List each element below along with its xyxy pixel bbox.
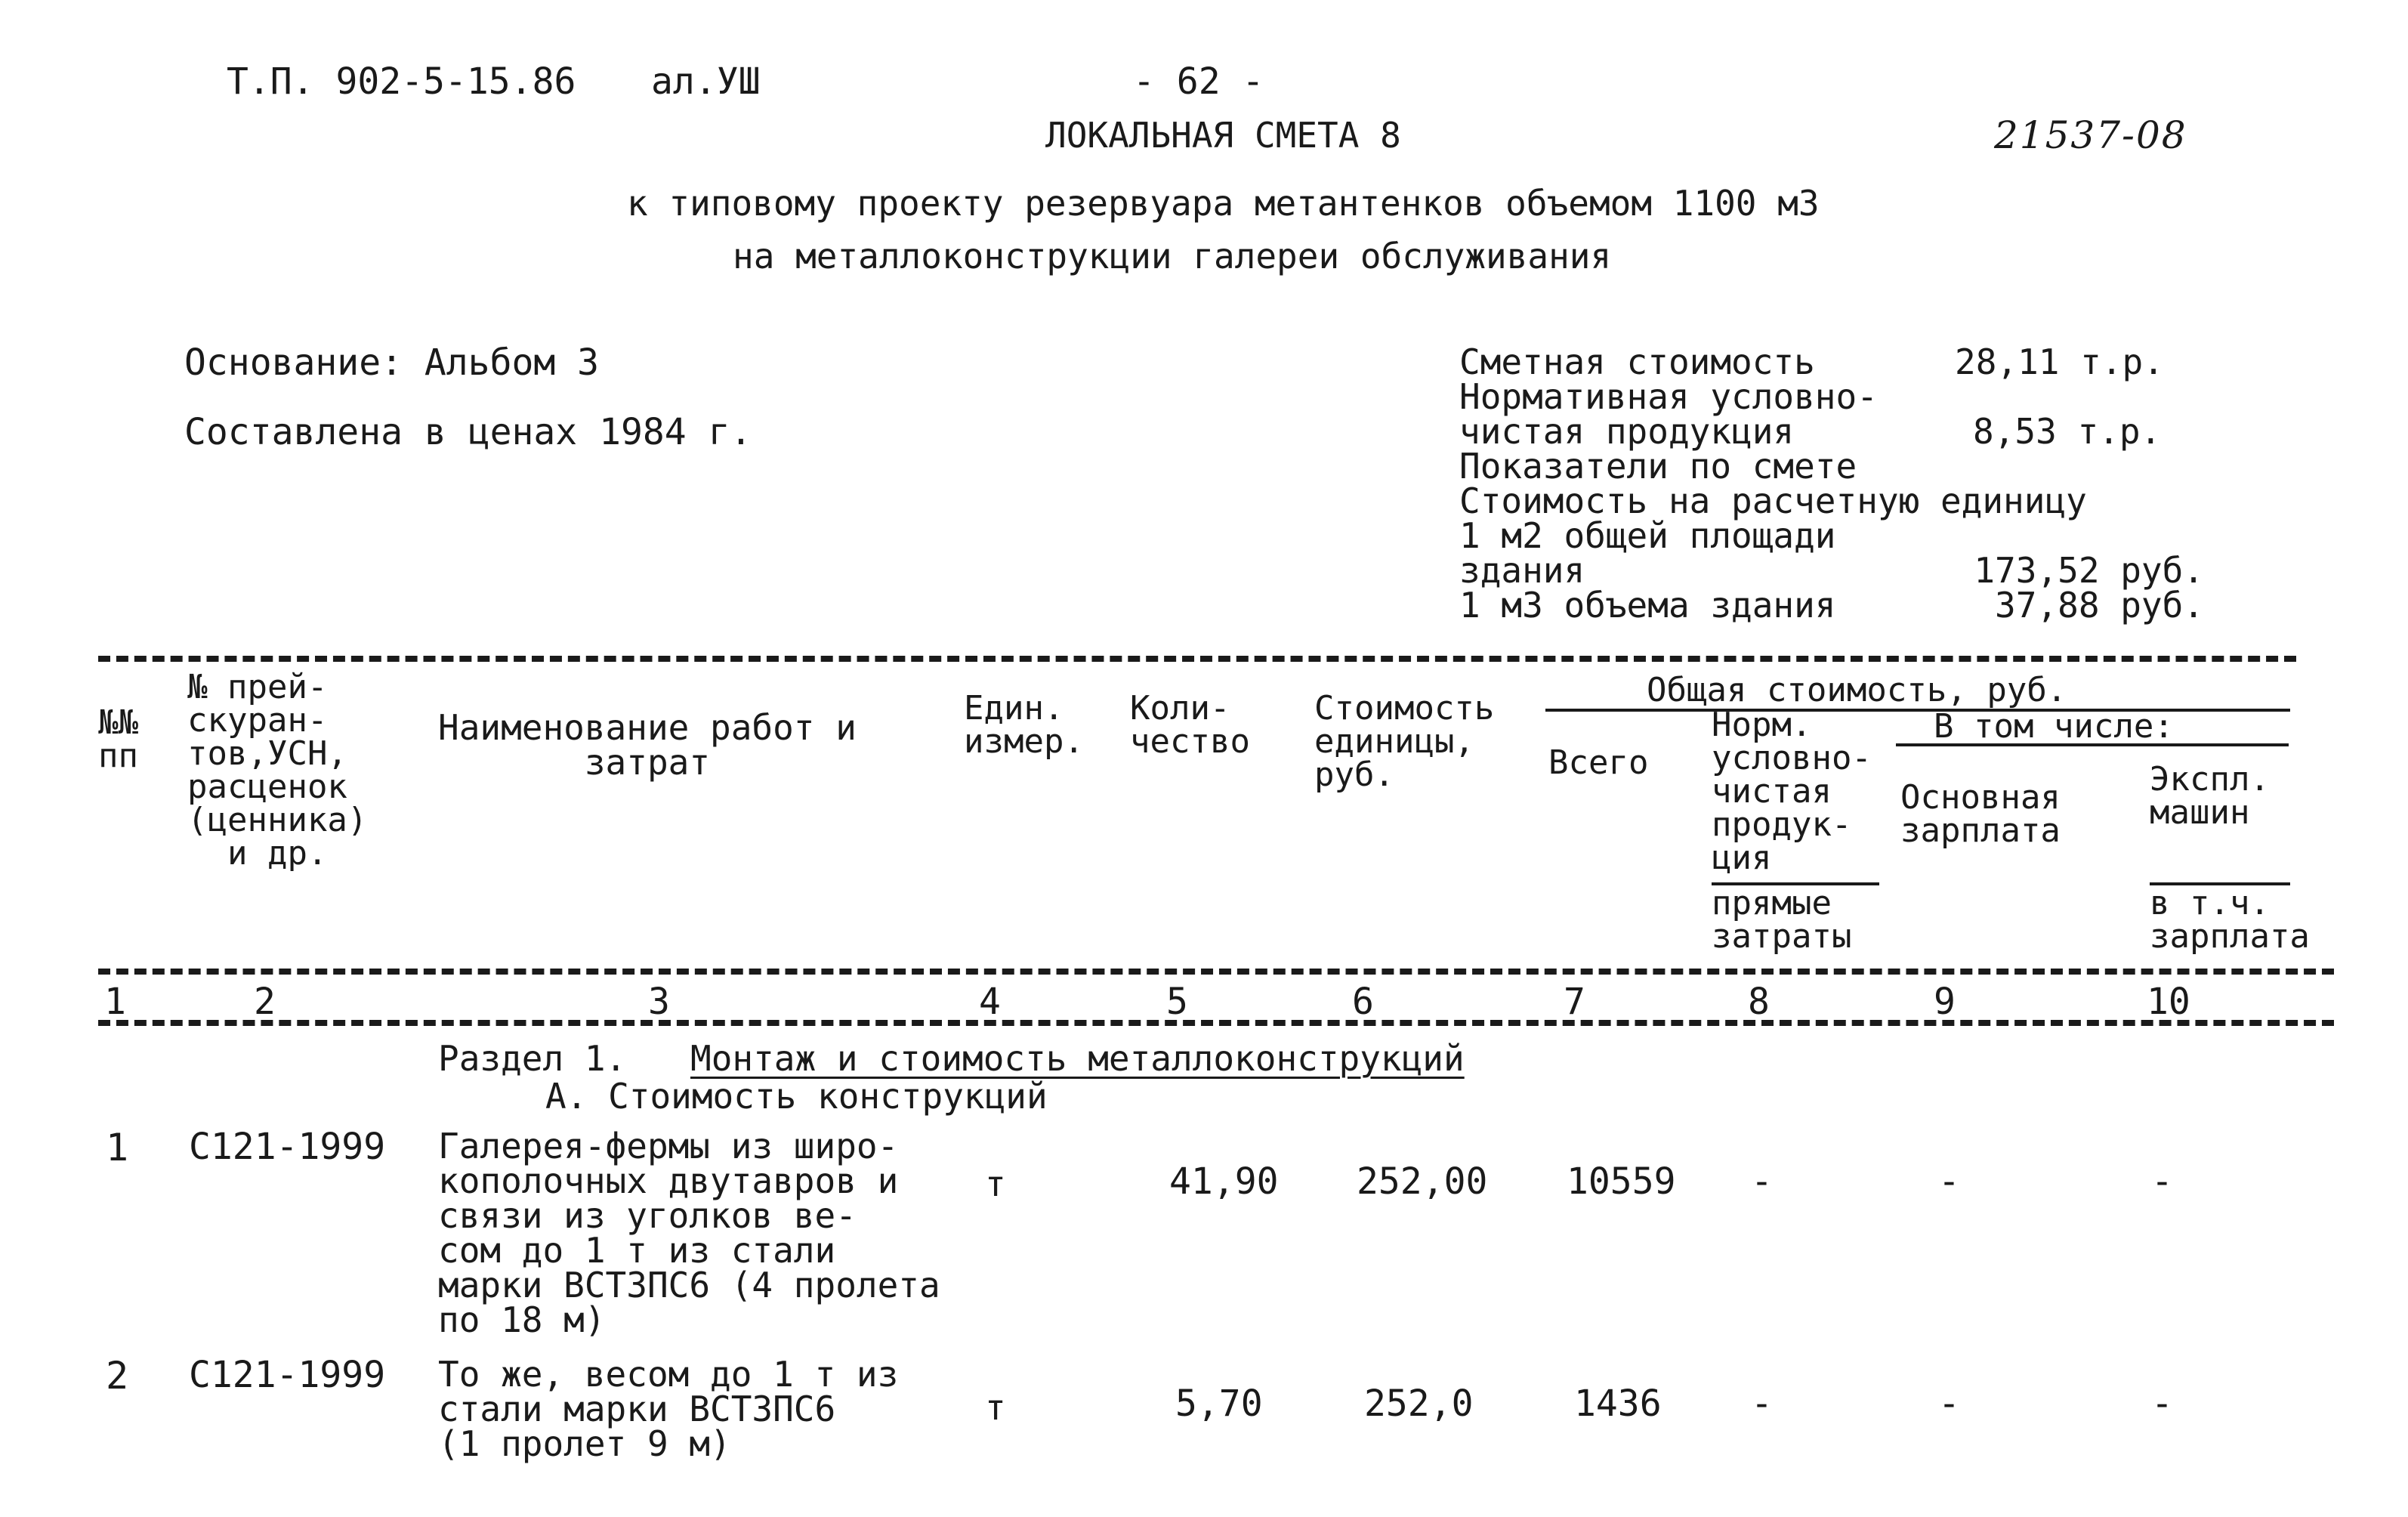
column-number-8: 8 xyxy=(1748,981,1770,1023)
area-label-2: здания xyxy=(1459,550,1585,591)
row-2-total: 1436 xyxy=(1574,1383,1662,1425)
header-including: В том числе: xyxy=(1934,707,2174,746)
row-2-code: С121-1999 xyxy=(189,1354,386,1396)
subtitle-line-1: к типовому проекту резервуара метантенков объемом 1100 м3 xyxy=(627,183,1820,224)
basis-text: Основание: Альбом 3 xyxy=(184,341,600,384)
header-group-rule xyxy=(1545,709,2290,712)
subsection-title: А. Стоимость конструкций xyxy=(545,1076,1048,1117)
row-2-name: То же, весом до 1 т из стали марки ВСТ3ПС6 (1 пролет 9 м) xyxy=(438,1354,899,1464)
subtitle-line-2: на металлоконструкции галереи обслуживания xyxy=(733,236,1612,277)
header-total-group: Общая стоимость, руб. xyxy=(1647,671,2067,709)
estimated-cost-value: 28,11 т.р. xyxy=(1955,341,2164,382)
row-2-machines: - xyxy=(2151,1383,2173,1425)
row-1-normative: - xyxy=(1751,1160,1773,1203)
column-number-3: 3 xyxy=(648,981,670,1023)
area-value: 173,52 руб. xyxy=(1974,550,2204,591)
header-work-name: Наименование работ и затрат xyxy=(438,707,857,783)
column-number-5: 5 xyxy=(1166,981,1188,1023)
section-label: Раздел 1. xyxy=(438,1038,627,1079)
normative-label-1: Нормативная условно- xyxy=(1459,376,1878,417)
header-quantity: Коли- чество xyxy=(1130,689,1250,761)
header-machines: Экспл. машин xyxy=(2150,760,2270,832)
row-1-base-wage: - xyxy=(1938,1160,1960,1203)
row-1-quantity: 41,90 xyxy=(1169,1160,1279,1203)
row-1-unit-cost: 252,00 xyxy=(1357,1160,1488,1203)
row-2-normative: - xyxy=(1751,1383,1773,1425)
column-number-2: 2 xyxy=(254,981,276,1023)
header-base-wage: Основная зарплата xyxy=(1900,778,2061,850)
volume-value: 37,88 руб. xyxy=(1995,585,2204,626)
page-number: - 62 - xyxy=(1133,60,1264,103)
header-total: Всего xyxy=(1548,743,1649,782)
header-including-rule xyxy=(1896,743,2289,746)
column-number-9: 9 xyxy=(1934,981,1956,1023)
header-bottom-rule xyxy=(98,969,2334,975)
row-1-total: 10559 xyxy=(1567,1160,1676,1203)
row-1-code: С121-1999 xyxy=(189,1126,386,1168)
header-machines-wage: в т.ч. зарплата xyxy=(2150,884,2310,956)
normative-label-2: чистая продукция xyxy=(1459,411,1795,452)
header-direct-costs: прямые затраты xyxy=(1712,884,1852,956)
header-price-list: № прей- скуран- тов,УСН, расценок (ценника) и др. xyxy=(187,668,368,873)
table-top-rule xyxy=(98,656,2296,662)
row-2-unit-cost: 252,0 xyxy=(1364,1383,1474,1425)
handwritten-number: 21537-08 xyxy=(1994,113,2187,157)
row-1-machines: - xyxy=(2151,1160,2173,1203)
column-number-7: 7 xyxy=(1564,981,1585,1023)
indicators-label: Показатели по смете xyxy=(1459,446,1857,487)
row-1-unit: т xyxy=(985,1163,1006,1204)
header-unit: Един. измер. xyxy=(964,689,1084,761)
document-code: Т.П. 902-5-15.86 xyxy=(227,60,576,103)
row-2-quantity: 5,70 xyxy=(1175,1383,1263,1425)
album-number: ал.УШ xyxy=(651,60,761,103)
column-number-10: 10 xyxy=(2147,981,2190,1023)
column-number-4: 4 xyxy=(979,981,1001,1023)
unit-cost-label: Стоимость на расчетную единицу xyxy=(1459,480,2087,521)
section-title: Монтаж и стоимость металлоконструкций xyxy=(690,1038,1465,1079)
volume-label: 1 м3 объема здания xyxy=(1459,585,1836,626)
sheet-title: ЛОКАЛЬНАЯ СМЕТА 8 xyxy=(1045,115,1401,156)
header-row-number: №№ пп xyxy=(98,703,138,775)
row-2-unit: т xyxy=(985,1387,1006,1428)
header-normative: Норм. условно- чистая продук- ция xyxy=(1712,706,1872,877)
row-1-name: Галерея-фермы из широ- кополочных двутавров и связи из уголков ве- сом до 1 т из стали марки ВСТ3ПС6 (4 пролета по 18 м) xyxy=(438,1126,940,1340)
column-number-1: 1 xyxy=(104,981,126,1023)
row-2-base-wage: - xyxy=(1938,1383,1960,1425)
prices-year-text: Составлена в ценах 1984 г. xyxy=(184,411,752,453)
row-1-number: 1 xyxy=(106,1126,129,1169)
row-2-number: 2 xyxy=(106,1354,129,1398)
column-number-6: 6 xyxy=(1352,981,1374,1023)
area-label-1: 1 м2 общей площади xyxy=(1459,515,1836,556)
column-numbers-rule xyxy=(98,1020,2334,1026)
estimated-cost-label: Сметная стоимость xyxy=(1459,341,1815,382)
normative-value: 8,53 т.р. xyxy=(1973,411,2162,452)
header-unit-cost: Стоимость единицы, руб. xyxy=(1314,689,1495,794)
